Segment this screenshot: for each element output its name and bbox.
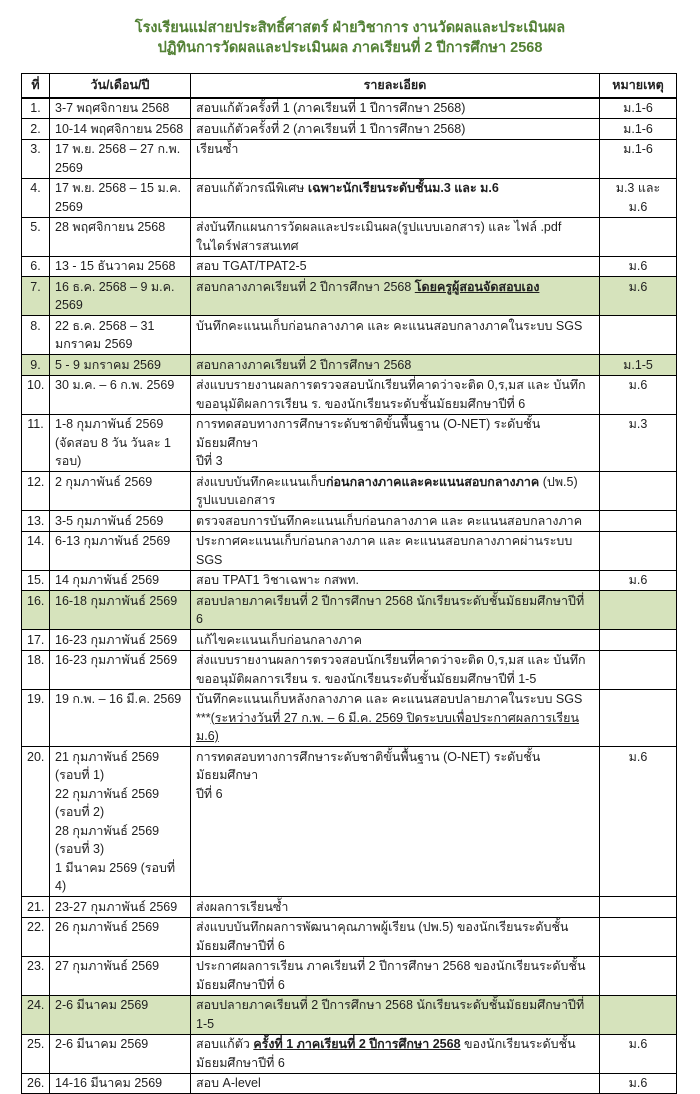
row-number-cell: 4. (22, 178, 50, 217)
title-line-1: โรงเรียนแม่สายประสิทธิ์ศาสตร์ ฝ่ายวิชาการ งานวัดผลและประเมินผล (134, 20, 566, 36)
table-row (22, 256, 677, 277)
row-date-cell: 2 กุมภาพันธ์ 2569 (50, 472, 191, 511)
row-date-cell: 3-5 กุมภาพันธ์ 2569 (50, 511, 191, 532)
detail-text-segment: มัธยมศึกษาปีที่ 6 (196, 977, 285, 992)
row-note-cell (600, 511, 677, 532)
row-detail-cell (191, 217, 600, 256)
row-detail-cell (191, 139, 600, 178)
table-row (22, 747, 677, 897)
table-row (22, 98, 677, 119)
detail-text-segment: ปีที่ 6 (196, 786, 223, 801)
table-row (22, 531, 677, 570)
table-row (22, 277, 677, 316)
detail-text-segment: สอบปลายภาคเรียนที่ 2 ปีการศึกษา 2568 นักเรียนระดับชั้นมัธยมศึกษาปีที่ 1-5 (196, 998, 585, 1031)
detail-text-segment: สอบแก้ตัวกรณีพิเศษ (196, 181, 308, 195)
row-note-cell: ม.1-5 (600, 355, 677, 376)
detail-text-segment: แก้ไขคะแนนเก็บก่อนกลางภาค (196, 632, 363, 647)
document-title (0, 0, 700, 58)
detail-text-segment: มัธยมศึกษาปีที่ 6 (196, 1055, 285, 1070)
row-number-cell: 17. (22, 630, 50, 651)
detail-text-segment: สอบแก้ตัว (196, 1037, 254, 1051)
row-note-cell (600, 917, 677, 956)
row-note-cell: ม.6 (600, 256, 677, 277)
table-row (22, 217, 677, 256)
row-number-cell: 26. (22, 1073, 50, 1094)
row-note-cell (600, 591, 677, 630)
row-note-cell (600, 531, 677, 570)
row-detail-cell (191, 375, 600, 414)
row-detail-cell (191, 747, 600, 897)
row-date-cell: 5 - 9 มกราคม 2569 (50, 355, 191, 376)
table-row (22, 956, 677, 995)
detail-text-segment: ครั้งที่ 1 ภาคเรียนที่ 2 ปีการศึกษา 2568 (253, 1037, 461, 1051)
row-detail-cell (191, 531, 600, 570)
row-note-cell (600, 897, 677, 918)
table-row (22, 119, 677, 140)
row-note-cell (600, 956, 677, 995)
row-note-cell: ม.6 (600, 277, 677, 316)
row-detail-cell (191, 630, 600, 651)
detail-text-segment: ประกาศคะแนนเก็บก่อนกลางภาค และ คะแนนสอบกลางภาคผ่านระบบ SGS (196, 534, 573, 567)
row-number-cell: 14. (22, 531, 50, 570)
row-detail-cell (191, 98, 600, 119)
row-date-cell: 13 - 15 ธันวาคม 2568 (50, 256, 191, 277)
detail-text-segment: (ปพ.5) (539, 474, 578, 489)
row-date-cell: 28 พฤศจิกายน 2568 (50, 217, 191, 256)
row-note-cell: ม.6 (600, 747, 677, 897)
detail-text-segment: การทดสอบทางการศึกษาระดับชาติขั้นพื้นฐาน (O-NET) ระดับชั้นมัธยมศึกษา (196, 749, 541, 782)
row-note-cell (600, 472, 677, 511)
table-row (22, 472, 677, 511)
table-row (22, 355, 677, 376)
detail-text-segment: สอบแก้ตัวครั้งที่ 2 (ภาคเรียนที่ 1 ปีการศึกษา 2568) (196, 121, 466, 136)
detail-text-segment: ส่งแบบบันทึกคะแนนเก็บ (196, 474, 326, 489)
table-row (22, 1034, 677, 1073)
table-row (22, 897, 677, 918)
detail-text-segment: ประกาศผลการเรียน ภาคเรียนที่ 2 ปีการศึกษา 2568 ของนักเรียนระดับชั้น (196, 959, 586, 973)
detail-text-segment: การทดสอบทางการศึกษาระดับชาติขั้นพื้นฐาน (O-NET) ระดับชั้นมัธยมศึกษา (196, 417, 541, 450)
row-date-cell: 16-23 กุมภาพันธ์ 2569 (50, 650, 191, 689)
row-number-cell: 15. (22, 570, 50, 591)
row-number-cell: 11. (22, 414, 50, 472)
row-detail-cell (191, 956, 600, 995)
detail-text-segment: สอบกลางภาคเรียนที่ 2 ปีการศึกษา 2568 (196, 279, 415, 294)
detail-text-segment: (ระหว่างวันที่ 27 ก.พ. – 6 มี.ค. 2569 ปิดระบบเพื่อประกาศผลการเรียน ม.6) (196, 710, 579, 743)
row-detail-cell (191, 511, 600, 532)
row-number-cell: 2. (22, 119, 50, 140)
row-number-cell: 5. (22, 217, 50, 256)
row-detail-cell (191, 472, 600, 511)
row-date-cell: 10-14 พฤศจิกายน 2568 (50, 119, 191, 140)
row-date-cell: 14 กุมภาพันธ์ 2569 (50, 570, 191, 591)
row-date-cell: 3-7 พฤศจิกายน 2568 (50, 98, 191, 119)
row-date-cell: 2-6 มีนาคม 2569 (50, 995, 191, 1034)
schedule-table-body (22, 98, 677, 1094)
detail-text-segment: โดยครูผู้สอนจัดสอบเอง (414, 279, 540, 294)
table-row (22, 511, 677, 532)
title-line-2: ปฏิทินการวัดผลและประเมินผล ภาคเรียนที่ 2 ปีการศึกษา 2568 (157, 40, 543, 56)
row-note-cell (600, 689, 677, 747)
detail-text-segment: ส่งผลการเรียนซ้ำ (196, 899, 289, 914)
row-note-cell: ม.6 (600, 1034, 677, 1073)
row-date-cell: 23-27 กุมภาพันธ์ 2569 (50, 897, 191, 918)
row-number-cell: 7. (22, 277, 50, 316)
detail-text-segment: เฉพาะนักเรียนระดับชั้นม.3 และ ม.6 (307, 181, 499, 195)
row-detail-cell (191, 591, 600, 630)
row-date-cell: 27 กุมภาพันธ์ 2569 (50, 956, 191, 995)
detail-text-segment: สอบกลางภาคเรียนที่ 2 ปีการศึกษา 2568 (196, 357, 412, 372)
detail-text-segment: บันทึกคะแนนเก็บหลังกลางภาค และ คะแนนสอบปลายภาคในระบบ SGS (196, 692, 583, 706)
detail-text-segment: รูปแบบเอกสาร (196, 493, 276, 507)
row-detail-cell (191, 689, 600, 747)
table-row (22, 995, 677, 1034)
row-date-cell: 1-8 กุมภาพันธ์ 2569 (จัดสอบ 8 วัน วันละ 1 รอบ) (50, 414, 191, 472)
detail-text-segment: ก่อนกลางภาคและคะแนนสอบกลางภาค (325, 474, 540, 489)
row-date-cell: 19 ก.พ. – 16 มี.ค. 2569 (50, 689, 191, 747)
row-note-cell: ม.6 (600, 375, 677, 414)
column-header-detail: รายละเอียด (191, 74, 600, 98)
row-note-cell (600, 217, 677, 256)
detail-text-segment: สอบปลายภาคเรียนที่ 2 ปีการศึกษา 2568 นักเรียนระดับชั้นมัธยมศึกษาปีที่ 6 (196, 593, 585, 626)
row-detail-cell (191, 178, 600, 217)
table-row (22, 316, 677, 355)
row-note-cell: ม.1-6 (600, 98, 677, 119)
detail-text-segment: ส่งแบบรายงานผลการตรวจสอบนักเรียนที่คาดว่าจะติด 0,ร,มส และ บันทึก (196, 378, 586, 392)
row-number-cell: 12. (22, 472, 50, 511)
detail-text-segment: มัธยมศึกษาปีที่ 6 (196, 938, 285, 953)
detail-text-segment: *** (196, 710, 211, 725)
column-header-date: วัน/เดือน/ปี (50, 74, 191, 98)
detail-text-segment: สอบแก้ตัวครั้งที่ 1 (ภาคเรียนที่ 1 ปีการศึกษา 2568) (196, 101, 466, 115)
row-date-cell: 17 พ.ย. 2568 – 27 ก.พ. 2569 (50, 139, 191, 178)
row-number-cell: 3. (22, 139, 50, 178)
row-detail-cell (191, 917, 600, 956)
table-row (22, 139, 677, 178)
detail-text-segment: ส่งแบบบันทึกผลการพัฒนาคุณภาพผู้เรียน (ปพ.5) ของนักเรียนระดับชั้น (196, 920, 569, 934)
row-note-cell: ม.6 (600, 1073, 677, 1094)
row-detail-cell (191, 570, 600, 591)
table-row (22, 414, 677, 472)
detail-text-segment: ในไดร์ฟสารสนเทศ (196, 238, 299, 253)
row-number-cell: 23. (22, 956, 50, 995)
row-number-cell: 13. (22, 511, 50, 532)
row-note-cell: ม.6 (600, 570, 677, 591)
row-date-cell: 16-23 กุมภาพันธ์ 2569 (50, 630, 191, 651)
detail-text-segment: ตรวจสอบการบันทึกคะแนนเก็บก่อนกลางภาค และ คะแนนสอบกลางภาค (196, 513, 583, 528)
detail-text-segment: สอบ TPAT1 วิชาเฉพาะ กสพท. (196, 573, 359, 587)
row-number-cell: 18. (22, 650, 50, 689)
detail-text-segment: บันทึกคะแนนเก็บก่อนกลางภาค และ คะแนนสอบกลางภาคในระบบ SGS (196, 318, 583, 333)
row-detail-cell (191, 355, 600, 376)
row-number-cell: 21. (22, 897, 50, 918)
detail-text-segment: ส่งบันทึกแผนการวัดผลและประเมินผล(รูปแบบเอกสาร) และ ไฟล์ .pdf (196, 220, 562, 234)
row-note-cell: ม.3 และ ม.6 (600, 178, 677, 217)
row-note-cell: ม.1-6 (600, 119, 677, 140)
row-detail-cell (191, 414, 600, 472)
row-detail-cell (191, 650, 600, 689)
row-note-cell: ม.3 (600, 414, 677, 472)
row-number-cell: 8. (22, 316, 50, 355)
row-number-cell: 6. (22, 256, 50, 277)
row-note-cell (600, 995, 677, 1034)
table-row (22, 630, 677, 651)
row-detail-cell (191, 316, 600, 355)
row-detail-cell (191, 119, 600, 140)
table-row (22, 178, 677, 217)
row-number-cell: 22. (22, 917, 50, 956)
row-note-cell (600, 316, 677, 355)
detail-text-segment: สอบ A-level (196, 1076, 261, 1090)
row-number-cell: 16. (22, 591, 50, 630)
row-note-cell: ม.1-6 (600, 139, 677, 178)
row-number-cell: 1. (22, 98, 50, 119)
row-detail-cell (191, 1073, 600, 1094)
column-header-note: หมายเหตุ (600, 74, 677, 98)
row-note-cell (600, 630, 677, 651)
row-detail-cell (191, 897, 600, 918)
row-number-cell: 20. (22, 747, 50, 897)
row-detail-cell (191, 1034, 600, 1073)
table-row (22, 570, 677, 591)
row-date-cell: 30 ม.ค. – 6 ก.พ. 2569 (50, 375, 191, 414)
table-row (22, 650, 677, 689)
table-row (22, 689, 677, 747)
row-date-cell: 16-18 กุมภาพันธ์ 2569 (50, 591, 191, 630)
row-number-cell: 24. (22, 995, 50, 1034)
row-date-cell: 21 กุมภาพันธ์ 2569 (รอบที่ 1) 22 กุมภาพันธ์ 2569 (รอบที่ 2) 28 กุมภาพันธ์ 2569 (รอบที่ 3) 1 มีนาคม 2569 (รอบที่ 4) (50, 747, 191, 897)
row-note-cell (600, 650, 677, 689)
detail-text-segment: ขออนุมัติผลการเรียน ร. ของนักเรียนระดับชั้นมัธยมศึกษาปีที่ 1-5 (196, 671, 537, 686)
row-date-cell: 2-6 มีนาคม 2569 (50, 1034, 191, 1073)
table-header-row (22, 74, 677, 98)
row-date-cell: 22 ธ.ค. 2568 – 31 มกราคม 2569 (50, 316, 191, 355)
row-date-cell: 16 ธ.ค. 2568 – 9 ม.ค. 2569 (50, 277, 191, 316)
row-detail-cell (191, 256, 600, 277)
row-detail-cell (191, 995, 600, 1034)
table-row (22, 1073, 677, 1094)
row-date-cell: 26 กุมภาพันธ์ 2569 (50, 917, 191, 956)
row-detail-cell (191, 277, 600, 316)
row-number-cell: 19. (22, 689, 50, 747)
table-row (22, 375, 677, 414)
exam-schedule-table (21, 73, 677, 1094)
column-header-no: ที่ (22, 74, 50, 98)
detail-text-segment: ขออนุมัติผลการเรียน ร. ของนักเรียนระดับชั้นมัธยมศึกษาปีที่ 6 (196, 396, 526, 411)
row-number-cell: 10. (22, 375, 50, 414)
row-date-cell: 14-16 มีนาคม 2569 (50, 1073, 191, 1094)
detail-text-segment: เรียนซ้ำ (196, 142, 239, 156)
table-row (22, 917, 677, 956)
row-number-cell: 25. (22, 1034, 50, 1073)
detail-text-segment: ของนักเรียนระดับชั้น (460, 1037, 576, 1051)
detail-text-segment: สอบ TGAT/TPAT2-5 (196, 259, 307, 273)
row-date-cell: 6-13 กุมภาพันธ์ 2569 (50, 531, 191, 570)
row-date-cell: 17 พ.ย. 2568 – 15 ม.ค. 2569 (50, 178, 191, 217)
row-number-cell: 9. (22, 355, 50, 376)
detail-text-segment: ปีที่ 3 (196, 454, 223, 468)
detail-text-segment: ส่งแบบรายงานผลการตรวจสอบนักเรียนที่คาดว่าจะติด 0,ร,มส และ บันทึก (196, 653, 586, 667)
table-row (22, 591, 677, 630)
